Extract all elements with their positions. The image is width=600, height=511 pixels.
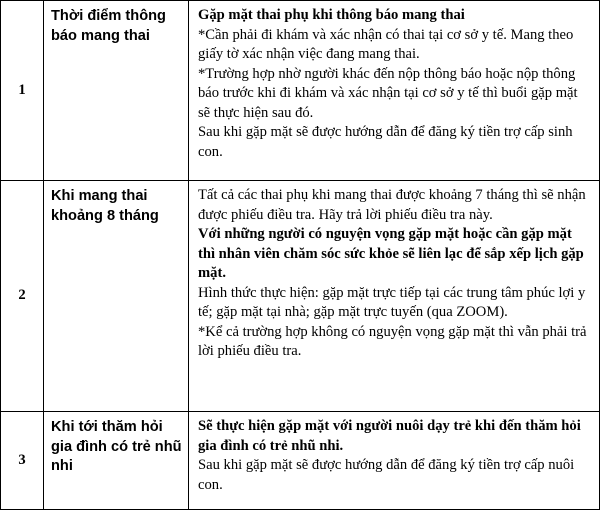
description-paragraph: *Trường hợp nhờ người khác đến nộp thông báo hoặc nộp thông báo trước khi đi khám và xác nhận tại cơ sở y tế thì buổi gặp mặt sẽ thực hiện sau đó. bbox=[198, 65, 578, 121]
table-row bbox=[1, 412, 600, 510]
description-cell bbox=[189, 181, 600, 412]
row-number: 1 bbox=[1, 1, 44, 181]
timing-label: Khi tới thăm hỏi gia đình có trẻ nhũ nhi bbox=[44, 412, 189, 510]
description-paragraph: Sau khi gặp mặt sẽ được hướng dẫn để đăng ký tiền trợ cấp sinh con. bbox=[198, 124, 573, 160]
description-paragraph: *Kể cả trường hợp không có nguyện vọng gặp mặt thì vẫn phải trả lời phiếu điều tra. bbox=[198, 323, 587, 359]
row-number: 3 bbox=[1, 412, 44, 510]
description-cell bbox=[189, 412, 600, 510]
description-title: Gặp mặt thai phụ khi thông báo mang thai bbox=[198, 7, 465, 23]
table-row bbox=[1, 181, 600, 412]
description-paragraph: *Cần phải đi khám và xác nhận có thai tại cơ sở y tế. Mang theo giấy tờ xác nhận việc đang mang thai. bbox=[198, 26, 574, 62]
description-paragraph: Tất cả các thai phụ khi mang thai được khoảng 7 tháng thì sẽ nhận được phiếu điều tra. Hãy trả lời phiếu điều tra này. bbox=[198, 187, 586, 223]
timing-label: Thời điểm thông báo mang thai bbox=[44, 1, 189, 181]
description-cell bbox=[189, 1, 600, 181]
description-title: Sẽ thực hiện gặp mặt với người nuôi dạy trẻ khi đến thăm hỏi gia đình có trẻ nhũ nhi. bbox=[198, 418, 581, 454]
table-row bbox=[1, 1, 600, 181]
description-emphasis: Với những người có nguyện vọng gặp mặt hoặc cần gặp mặt thì nhân viên chăm sóc sức khỏe sẽ liên lạc để sắp xếp lịch gặp mặt. bbox=[198, 226, 584, 281]
timing-label: Khi mang thai khoảng 8 tháng bbox=[44, 181, 189, 412]
row-number: 2 bbox=[1, 181, 44, 412]
description-paragraph: Hình thức thực hiện: gặp mặt trực tiếp tại các trung tâm phúc lợi y tế; gặp mặt tại nhà; gặp mặt trực tuyến (qua ZOOM). bbox=[198, 284, 586, 320]
description-paragraph: Sau khi gặp mặt sẽ được hướng dẫn để đăng ký tiền trợ cấp nuôi con. bbox=[198, 457, 575, 493]
